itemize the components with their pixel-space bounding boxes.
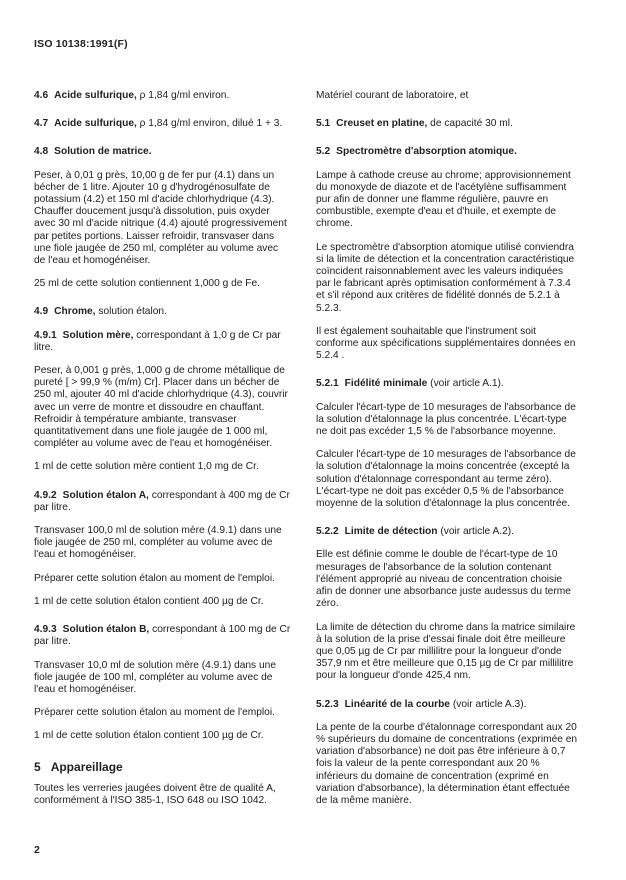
section-number: 5.2: [316, 146, 331, 158]
section-desc: correspondant à 100 mg de Cr par litre.: [34, 624, 291, 648]
section-5-heading: [34, 761, 292, 773]
section-desc: correspondant à 1,0 g de Cr par litre.: [34, 329, 281, 353]
section-number: 5.2.2: [316, 526, 339, 538]
paragraph: Préparer cette solution étalon au moment de l'emploi.: [34, 572, 275, 584]
left-column: [34, 90, 292, 818]
section-4-9-2: [34, 490, 292, 514]
section-5-2-1: [316, 378, 578, 390]
section-title: Linéarité de la courbe: [344, 698, 450, 710]
section-title: Chrome,: [54, 306, 96, 318]
section-title: Solution de matrice.: [54, 146, 152, 158]
paragraph: La limite de détection du chrome dans la matrice similaire à la solution de la prise d'essai finale doit être meilleure que 0,05 µg de Cr par millilitre pour la longueur d'onde 357,9 nm et être meilleure que 0,15 µg de Cr par millilitre pour la longueur d'onde 425,4 nm.: [316, 621, 576, 682]
paragraph: 25 ml de cette solution contiennent 1,000 g de Fe.: [34, 278, 260, 290]
section-desc: ρ 1,84 g/ml environ.: [139, 90, 230, 101]
paragraph: Transvaser 10,0 ml de solution mère (4.9.1) dans une fiole jaugée de 100 ml, compléter au volume avec de l'eau et homogénéiser.: [34, 659, 276, 695]
section-desc: (voir article A.3).: [452, 698, 527, 710]
section-title: Fidélité minimale: [344, 378, 428, 390]
section-number: 4.7: [34, 118, 49, 130]
paragraph: Toutes les verreries jaugées doivent être de qualité A, conformément à l'ISO 385-1, ISO 648 ou ISO 1042.: [34, 782, 276, 806]
section-number: 5: [34, 759, 41, 774]
section-title: Creuset en platine,: [336, 118, 428, 130]
section-5-2-3: [316, 699, 578, 711]
section-number: 5.2.1: [316, 378, 339, 390]
section-4-9-1: [34, 330, 292, 354]
section-title: Solution étalon B,: [62, 624, 150, 636]
section-number: 4.9.1: [34, 329, 57, 341]
paragraph: La pente de la courbe d'étalonnage correspondant aux 20 % supérieurs du domaine de concentrations (exprimée en variation d'absorbance) ne doit pas être inférieure à 0,7 fois la valeur de la pente correspondant aux 20 % inférieurs du domaine de concentration (exprimé en variation d'absorbance), la détermination étant effectuée de la même manière.: [316, 721, 578, 806]
paragraph: 1 ml de cette solution mère contient 1,0 mg de Cr.: [34, 461, 259, 473]
paragraph: Le spectromètre d'absorption atomique utilisé conviendra si la limite de détection et la concentration caractéristique coïncident raisonnablement avec les valeurs indiquées par le fabricant après optimisation conformément à 7.3.4 et s'il répond aux critères de fidélité donnés de 5.2.1 à 5.2.3.: [316, 241, 575, 314]
paragraph: Calculer l'écart-type de 10 mesurages de l'absorbance de la solution d'étalonnage la moins concentrée (excepté la solution d'étalonnage correspondant au terme zéro). L'écart-type ne doit pas excéder 0,5 % de l'absorbance moyenne de la solution d'étalonnage la plus concentrée.: [316, 449, 576, 510]
section-number: 4.9: [34, 306, 49, 318]
paragraph: Préparer cette solution étalon au moment de l'emploi.: [34, 707, 275, 719]
paragraph: Matériel courant de laboratoire, et: [316, 90, 469, 101]
section-5-2-2: [316, 526, 578, 538]
paragraph: 1 ml de cette solution étalon contient 100 µg de Cr.: [34, 730, 264, 742]
section-title: Acide sulfurique,: [54, 118, 137, 130]
section-title: Solution mère,: [62, 329, 134, 341]
section-number: 5.2.3: [316, 698, 339, 710]
section-4-9: [34, 306, 292, 318]
section-title: Spectromètre d'absorption atomique.: [336, 146, 517, 158]
section-number: 4.9.3: [34, 624, 57, 636]
section-number: 5.1: [316, 118, 331, 130]
section-title: Appareillage: [50, 759, 123, 774]
section-desc: solution étalon.: [98, 306, 167, 318]
paragraph: Il est également souhaitable que l'instrument soit conforme aux spécifications supplémentaires données en 5.2.4 .: [316, 325, 576, 362]
section-number: 4.8: [34, 146, 49, 158]
right-column: [316, 90, 578, 818]
paragraph: Peser, à 0,01 g près, 10,00 g de fer pur (4.1) dans un bécher de 1 litre. Ajouter 10 g d'hydrogénosulfate de potassium (4.2) et 150 ml d'acide chlorhydrique (4.3). Chauffer doucement jusqu'à dissolution, puis oxyder avec 30 ml d'acide nitrique (4.4) ajouté progressivement par petites portions. Laisser refroidir, transvaser dans une fiole jaugée de 250 ml, compléter au volume avec de l'eau et homogénéiser.: [34, 169, 287, 267]
section-title: Limite de détection: [344, 526, 438, 538]
section-title: Solution étalon A,: [62, 489, 149, 501]
paragraph: Peser, à 0,001 g près, 1,000 g de chrome métallique de pureté [ > 99,9 % (m/m) Cr]. Placer dans un bécher de 250 ml, ajouter 40 ml d'acide chlorhydrique (4.3), couvrir avec un verre de montre et dissoudre en chauffant. Refroidir à température ambiante, transvaser quantitativement dans une fiole jaugée de 1 000 ml, compléter au volume avec de l'eau et homogénéiser.: [34, 365, 288, 450]
section-4-8: [34, 146, 292, 158]
section-4-6: [34, 90, 292, 102]
section-desc: (voir article A.1).: [430, 378, 504, 390]
section-5-2: [316, 146, 578, 158]
section-desc: correspondant à 400 mg de Cr par litre.: [34, 489, 290, 513]
page-number: 2: [34, 844, 40, 856]
section-4-7: [34, 118, 292, 130]
section-number: 4.9.2: [34, 489, 57, 501]
paragraph: 1 ml de cette solution étalon contient 400 µg de Cr.: [34, 595, 264, 607]
section-title: Acide sulfurique,: [54, 90, 137, 101]
section-number: 4.6: [34, 90, 49, 101]
paragraph: Calculer l'écart-type de 10 mesurages de l'absorbance de la solution d'étalonnage la plus concentrée. L'écart-type ne doit pas excéder 1,5 % de l'absorbance moyenne.: [316, 401, 576, 438]
section-5-1: [316, 118, 578, 130]
section-4-9-3: [34, 624, 292, 648]
document-header: ISO 10138:1991(F): [34, 38, 128, 50]
paragraph: Transvaser 100,0 ml de solution mère (4.9.1) dans une fiole jaugée de 250 ml, compléter au volume avec de l'eau et homogénéiser.: [34, 525, 282, 561]
section-desc: (voir article A.2).: [440, 526, 514, 538]
section-desc: ρ 1,84 g/ml environ, dilué 1 + 3.: [139, 118, 283, 130]
section-desc: de capacité 30 ml.: [430, 118, 513, 130]
paragraph: Elle est définie comme le double de l'écart-type de 10 mesurages de l'absorbance de la solution contenant l'élément approprié au niveau de concentration choisie afin de donner une absorbance juste audessus du terme zéro.: [316, 549, 571, 610]
paragraph: Lampe à cathode creuse au chrome; approvisionnement du monoxyde de diazote et de l'acétylène suffisamment pur afin de donner une flamme régulière, pauvre en combustible, exempte d'eau et d'huile, et exempte de chrome.: [316, 169, 571, 230]
